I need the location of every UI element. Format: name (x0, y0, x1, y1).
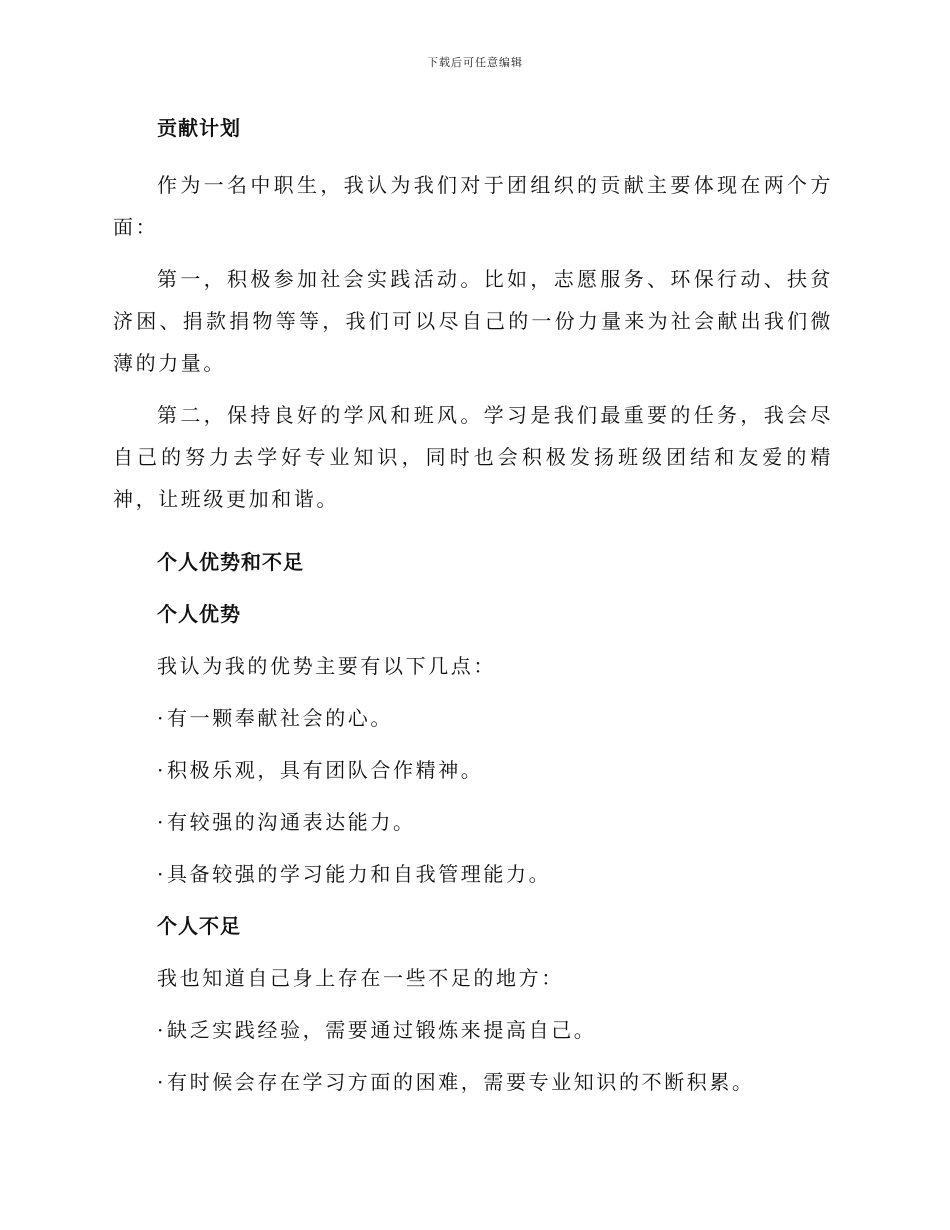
document-body (113, 112, 833, 1098)
list-item-strength (157, 702, 833, 734)
paragraph-strengths-intro: 我认为我的优势主要有以下几点： (157, 654, 496, 678)
strength-text: 积极乐观，具有团队合作精神。 (167, 758, 484, 782)
weakness-text: 有时候会存在学习方面的困难，需要专业知识的不断积累。 (167, 1070, 755, 1094)
list-item-weakness (157, 1014, 833, 1046)
bullet-icon: · (157, 706, 166, 730)
bullet-icon: · (157, 1018, 166, 1042)
bullet-icon: · (157, 1070, 166, 1094)
bullet-icon: · (157, 862, 166, 886)
list-item-weakness (157, 1066, 833, 1098)
list-item-strength (157, 754, 833, 786)
section-heading-strengths-weaknesses: 个人优势和不足 (157, 550, 304, 574)
strength-text: 具备较强的学习能力和自我管理能力。 (167, 862, 552, 886)
paragraph-weaknesses-intro: 我也知道自己身上存在一些不足的地方： (157, 966, 564, 990)
header-note: 下载后可任意编辑 (427, 56, 523, 69)
strength-text: 有一颗奉献社会的心。 (167, 706, 393, 730)
strength-text: 有较强的沟通表达能力。 (167, 810, 416, 834)
bullet-icon: · (157, 810, 166, 834)
section-heading-contribution: 贡献计划 (157, 116, 241, 140)
weakness-text: 缺乏实践经验，需要通过锻炼来提高自己。 (167, 1018, 597, 1042)
list-item-strength (157, 806, 833, 838)
paragraph-contribution-second: 第二，保持良好的学风和班风。学习是我们最重要的任务，我会尽自己的努力去学好专业知识，同时也会积极发扬班级团结和友爱的精神，让班级更加和谐。 (113, 403, 833, 511)
subheading-weaknesses: 个人不足 (157, 914, 241, 938)
bullet-icon: · (157, 758, 166, 782)
list-item-strength (157, 858, 833, 890)
paragraph-contribution-first: 第一，积极参加社会实践活动。比如，志愿服务、环保行动、扶贫济困、捐款捐物等等，我们可以尽自己的一份力量来为社会献出我们微薄的力量。 (113, 267, 833, 375)
subheading-strengths: 个人优势 (157, 602, 241, 626)
paragraph-contribution-intro: 作为一名中职生，我认为我们对于团组织的贡献主要体现在两个方面： (113, 173, 833, 239)
